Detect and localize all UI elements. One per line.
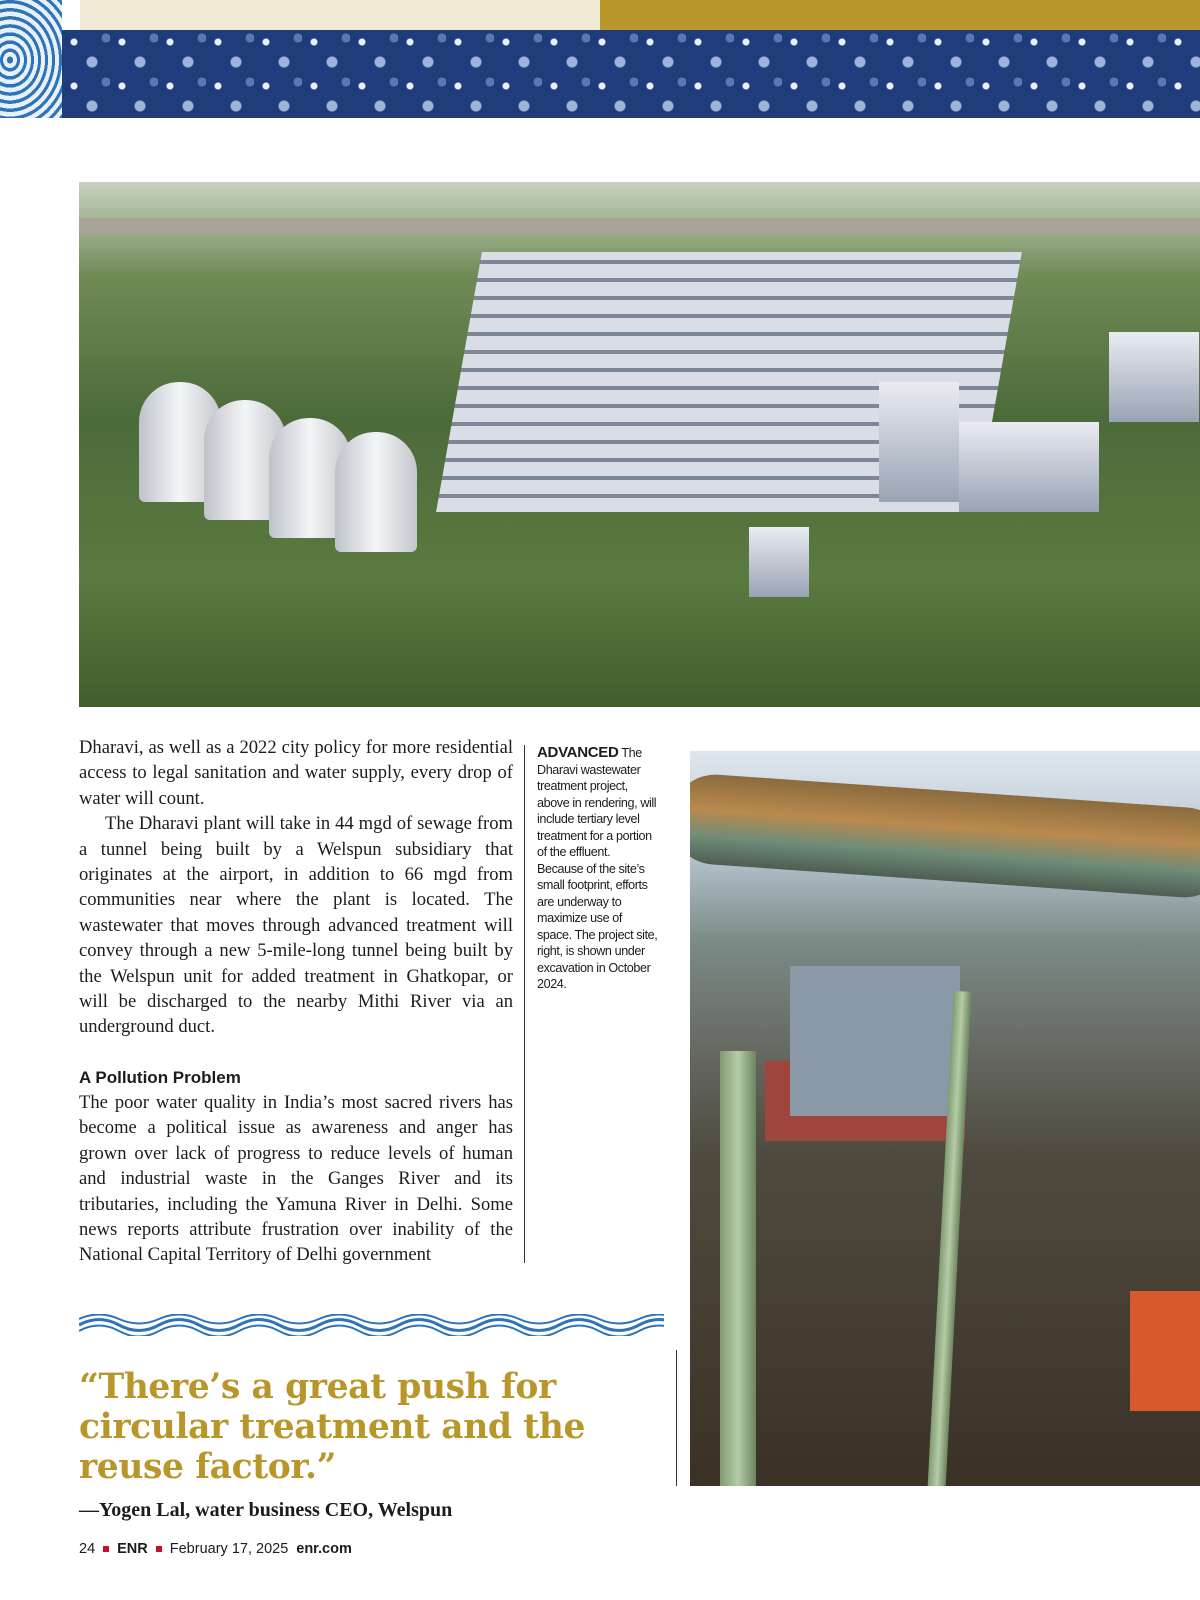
paragraph-spacer	[79, 1040, 513, 1066]
photo-caption	[537, 745, 659, 993]
caption-text: The Dharavi wastewater treatment project, above in rendering, will include tertiary level treatment for a portion of the effluent. Because of the site’s small footprint, efforts are underway to maximize use of space. The project site, right, is shown under excavation in October 2024.	[537, 746, 658, 991]
article-paragraph: The Dharavi plant will take in 44 mgd of sewage from a tunnel being built by a Welspun subsidiary that originates at the airport, in addition to 66 mgd from communities near where the plant is located. The wastewater that moves through advanced treatment will convey through a new 5-mile-long tunnel being built by the Welspun unit for added treatment in Ghatkopar, or will be discharged to the nearby Mithi River via an underground duct.	[79, 813, 513, 1038]
pull-quote: “There’s a great push for circular treatment and the reuse factor.”	[79, 1367, 586, 1487]
banner-cream-strip	[80, 0, 600, 30]
page-number: 24	[79, 1541, 96, 1557]
issue-date: February 17, 2025	[169, 1541, 289, 1557]
wave-divider-icon	[79, 1314, 664, 1336]
section-subhead: A Pollution Problem	[79, 1067, 241, 1087]
photo-rusty-pipe	[690, 772, 1200, 901]
photo-scaffold-pole	[720, 1051, 756, 1486]
folio-square-icon	[103, 1546, 109, 1552]
column-rule	[524, 745, 525, 1263]
header-decorative-banner	[0, 0, 1200, 118]
caption-label: ADVANCED	[537, 744, 619, 761]
photo-tank	[335, 432, 417, 552]
article-body-column	[79, 735, 513, 1268]
plant-rendering-photo	[79, 182, 1200, 707]
article-paragraph: The poor water quality in India’s most sacred rivers has become a political issue as awareness and anger has grown over lack of progress to reduce levels of human and industrial waste in the Ganges River and its tributaries, including the Yamuna River in Delhi. Some news reports attribute frustration over inability of the National Capital Territory of Delhi government	[79, 1091, 513, 1266]
photo-excavator	[1130, 1291, 1200, 1411]
page-folio	[79, 1538, 352, 1560]
pull-quote-attribution: —Yogen Lal, water business CEO, Welspun	[79, 1499, 453, 1521]
excavation-site-photo	[690, 751, 1200, 1486]
photo-annex-building	[749, 527, 809, 597]
banner-wave-pattern	[0, 0, 62, 118]
publication-name: ENR	[117, 1541, 148, 1557]
article-paragraph: Dharavi, as well as a 2022 city policy for more residential access to legal sanitation and water supply, every drop of water will count.	[79, 737, 513, 809]
website-link[interactable]: enr.com	[296, 1541, 352, 1557]
banner-floral-pattern	[62, 30, 1200, 118]
photo-shipping-container	[790, 966, 960, 1116]
banner-gold-strip	[600, 0, 1200, 30]
photo-road	[79, 218, 1200, 234]
folio-square-icon	[156, 1546, 162, 1552]
photo-annex-building	[959, 422, 1099, 512]
photo-annex-building	[879, 382, 959, 502]
photo-annex-building	[1109, 332, 1199, 422]
